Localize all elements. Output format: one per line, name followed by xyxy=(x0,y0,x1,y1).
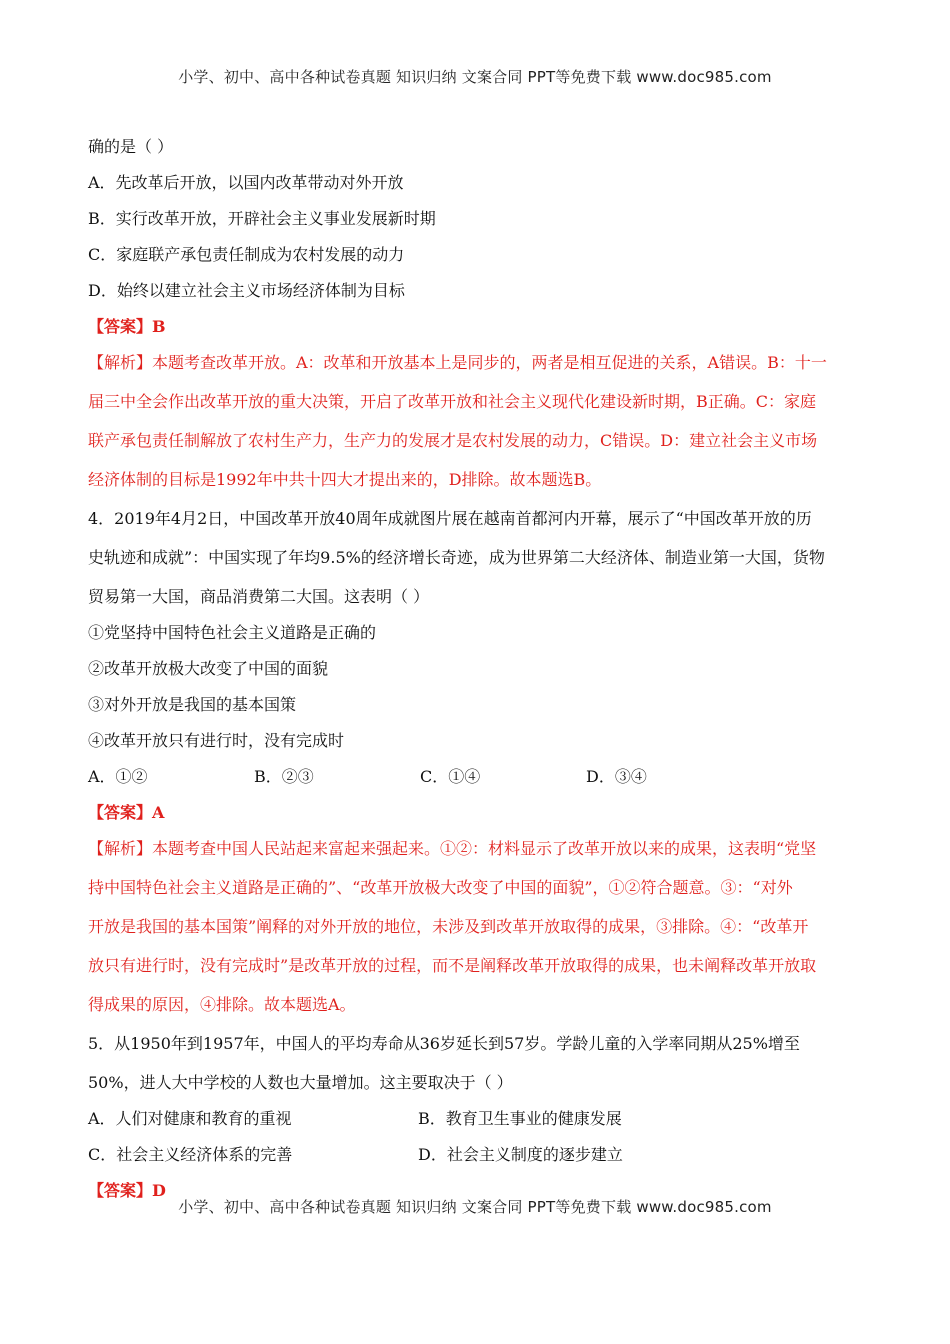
q4-item-2: ②改革开放极大改变了中国的面貌 xyxy=(88,659,329,678)
q5-answer: 【答案】D xyxy=(88,1181,166,1200)
q5-options-row-1 xyxy=(88,1108,866,1130)
q3-option-d: D．始终以建立社会主义市场经济体制为目标 xyxy=(88,281,405,300)
q5-option-a: A．人们对健康和教育的重视 xyxy=(88,1109,292,1128)
q4-item-3: ③对外开放是我国的基本国策 xyxy=(88,695,297,714)
document-body xyxy=(88,136,866,1202)
q3-option-a: A．先改革后开放，以国内改革带动对外开放 xyxy=(88,173,404,192)
page-footer-watermark: 小学、初中、高中各种试卷真题 知识归纳 文案合同 PPT等免费下载 www.doc985.com xyxy=(178,1198,772,1216)
q4-analysis-line: 【解析】本题考查中国人民站起来富起来强起来。①②：材料显示了改革开放以来的成果，这表明“党坚 xyxy=(88,839,817,858)
q5-stem-line: 50%，进人大中学校的人数也大量增加。这主要取决于（ ） xyxy=(88,1073,513,1092)
q4-analysis-line: 放只有进行时，没有完成时”是改革开放的过程，而不是阐释改革开放取得的成果，也未阐释改革开放取 xyxy=(88,956,817,975)
page-header-watermark: 小学、初中、高中各种试卷真题 知识归纳 文案合同 PPT等免费下载 www.doc985.com xyxy=(178,68,772,86)
q4-stem-line: 4．2019年4月2日，中国改革开放40周年成就图片展在越南首都河内开幕，展示了“中国改革开放的历 xyxy=(88,509,812,528)
q3-stem-tail: 确的是（ ） xyxy=(88,137,174,156)
q3-analysis-line: 【解析】本题考查改革开放。A：改革和开放基本上是同步的，两者是相互促进的关系，A错误。B：十一 xyxy=(88,353,827,372)
q4-option-a: A．①② xyxy=(88,767,148,786)
q3-option-c: C．家庭联产承包责任制成为农村发展的动力 xyxy=(88,245,405,264)
q4-analysis-line: 持中国特色社会主义道路是正确的”、“改革开放极大改变了中国的面貌”，①②符合题意。③：“对外 xyxy=(88,878,793,897)
q3-analysis-line: 经济体制的目标是1992年中共十四大才提出来的，D排除。故本题选B。 xyxy=(88,470,602,489)
q4-answer: 【答案】A xyxy=(88,803,165,822)
q3-analysis-line: 联产承包责任制解放了农村生产力，生产力的发展才是农村发展的动力，C错误。D：建立社会主义市场 xyxy=(88,431,818,450)
q4-stem-line: 史轨迹和成就”：中国实现了年均9.5%的经济增长奇迹，成为世界第二大经济体、制造业第一大国，货物 xyxy=(88,548,825,567)
q4-analysis-line: 得成果的原因，④排除。故本题选A。 xyxy=(88,995,356,1014)
q5-stem-line: 5．从1950年到1957年，中国人的平均寿命从36岁延长到57岁。学龄儿童的入学率同期从25%增至 xyxy=(88,1034,800,1053)
q5-option-c: C．社会主义经济体系的完善 xyxy=(88,1145,293,1164)
q4-analysis-line: 开放是我国的基本国策”阐释的对外开放的地位，未涉及到改革开放取得的成果，③排除。④：“改革开 xyxy=(88,917,809,936)
q4-item-4: ④改革开放只有进行时，没有完成时 xyxy=(88,731,345,750)
q5-options-row-2 xyxy=(88,1144,866,1166)
q5-option-d: D．社会主义制度的逐步建立 xyxy=(418,1145,623,1164)
q3-answer: 【答案】B xyxy=(88,317,166,336)
q4-option-b: B．②③ xyxy=(254,767,314,786)
q4-option-d: D．③④ xyxy=(586,767,647,786)
q4-stem-line: 贸易第一大国，商品消费第二大国。这表明（ ） xyxy=(88,587,430,606)
q3-option-b: B．实行改革开放，开辟社会主义事业发展新时期 xyxy=(88,209,436,228)
q4-item-1: ①党坚持中国特色社会主义道路是正确的 xyxy=(88,623,377,642)
q3-analysis-line: 届三中全会作出改革开放的重大决策，开启了改革开放和社会主义现代化建设新时期，B正确。C：家庭 xyxy=(88,392,817,411)
q5-option-b: B．教育卫生事业的健康发展 xyxy=(418,1109,622,1128)
q4-options xyxy=(88,766,866,788)
q4-option-c: C．①④ xyxy=(420,767,481,786)
